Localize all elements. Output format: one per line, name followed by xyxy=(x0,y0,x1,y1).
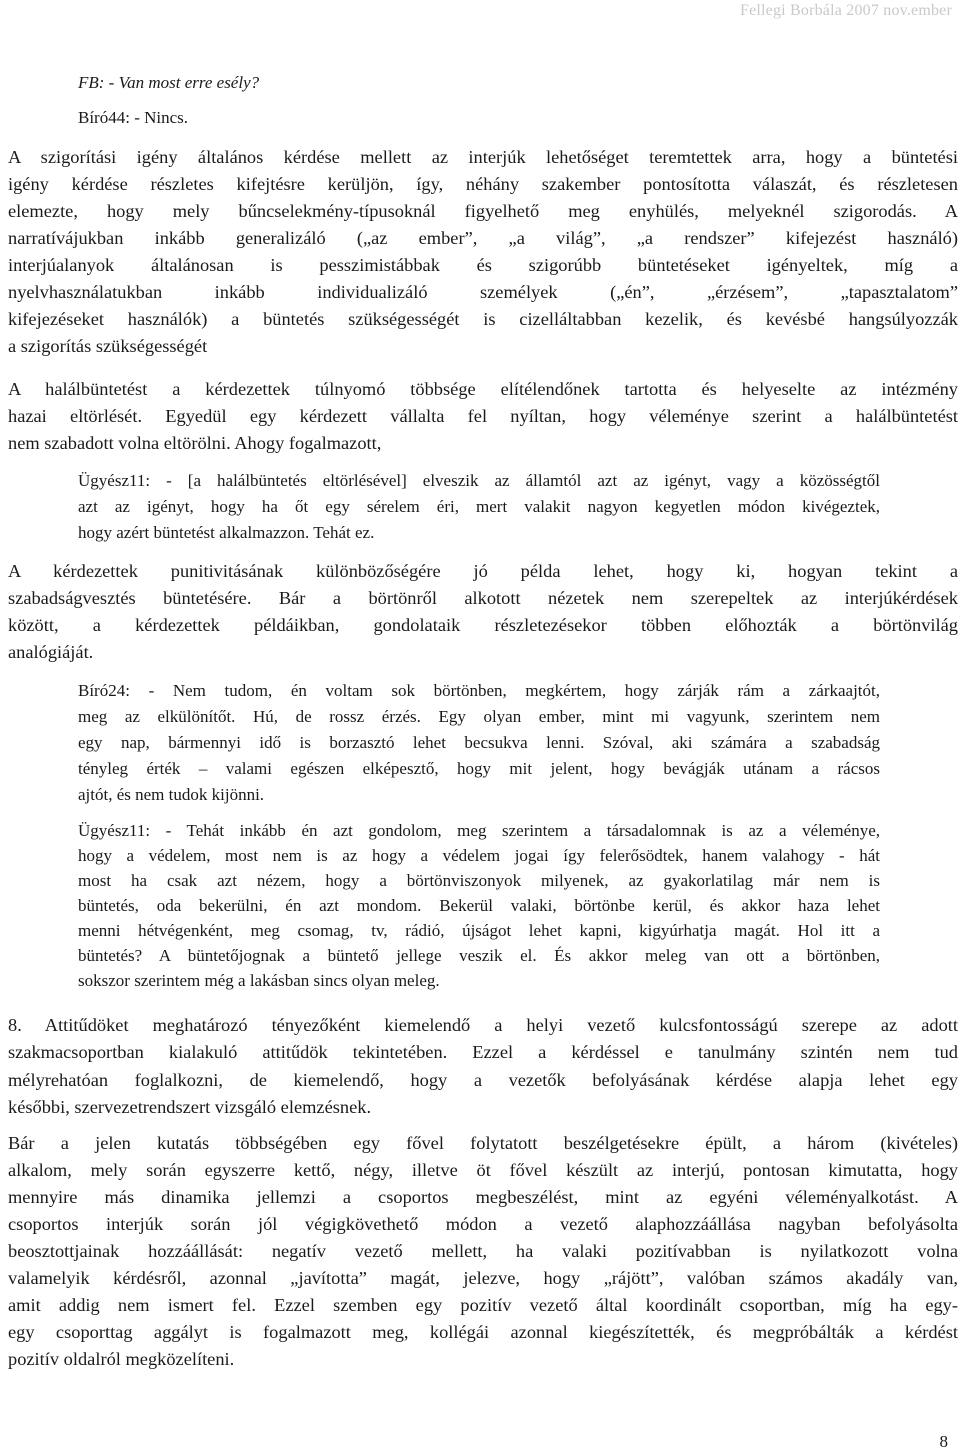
quote-line: meg az elkülönítőt. Hú, de rossz érzés. Egy olyan ember, mint mi vagyunk, szerintem nem xyxy=(78,707,880,726)
text-line: egy csoporttag aggályt is fogalmazott meg, kollégái azonnal kiegészítették, és megpróbálták a kérdést xyxy=(8,1322,958,1342)
quote-line: Ügyész11: - Tehát inkább én azt gondolom, meg szerintem a társadalomnak is az a véleménye, xyxy=(78,821,880,840)
text-line: 8. Attitűdöket meghatározó tényezőként kiemelendő a helyi vezető kulcsfontosságú szerepe az adott xyxy=(8,1015,958,1035)
quote-line: hogy azért büntetést alkalmazzon. Tehát ez. xyxy=(78,523,375,542)
quote-line: sokszor szerintem még a lakásban sincs olyan meleg. xyxy=(78,971,440,990)
quote-line: Ügyész11: - [a halálbüntetés eltörlésével] elveszik az államtól azt az igényt, vagy a közösségtől xyxy=(78,471,880,490)
text-line: nem szabadott volna eltörölni. Ahogy fogalmazott, xyxy=(8,433,382,453)
text-line: szakmacsoportban kialakuló attitűdök tekintetében. Ezzel a kérdéssel e tanulmány szintén nem tud xyxy=(8,1042,958,1062)
text-line: csoportos interjúk során jól végigkövethető módon a vezető alaphozzáállása nagyban befolyásolta xyxy=(8,1214,958,1234)
text-line: valamelyik kérdésről, azonnal „javította” magát, jelezve, hogy „rájött”, valóban számos akadály van, xyxy=(8,1268,958,1288)
text-line: nyelvhasználatukban inkább individualizáló személyek („én”, „érzésem”, „tapasztalatom” xyxy=(8,282,958,302)
running-header: Fellegi Borbála 2007 nov.ember xyxy=(739,2,952,19)
text-line: analógiáját. xyxy=(8,642,94,662)
text-line: mélyrehatóan foglalkozni, de kiemelendő, hogy a vezetők befolyásának kérdése alapja lehet egy xyxy=(8,1070,958,1090)
text-line: A halálbüntetést a kérdezettek túlnyomó többsége elítélendőnek tartotta és helyeselte az intézmény xyxy=(8,379,958,399)
text-line: mennyire más dinamika jellemzi a csoportos megbeszélést, mint az egyéni véleményalkotást. A xyxy=(8,1187,958,1207)
quote-line: tényleg érték – valami egészen elképesztő, hogy mit jelent, hogy bevágják utánam a rácsos xyxy=(78,759,880,778)
text-line: A kérdezettek punitivitásának különbözőségére jó példa lehet, hogy ki, hogyan tekint a xyxy=(8,561,958,581)
text-line: alkalom, mely során egyszerre kettő, négy, illetve öt fővel készült az interjú, pontosan kimutatta, hogy xyxy=(8,1160,958,1180)
dialog-line: Bíró44: - Nincs. xyxy=(78,108,189,127)
text-line: Bár a jelen kutatás többségében egy fővel folytatott beszélgetésekre épült, a három (kivételes) xyxy=(8,1133,958,1153)
text-line: beosztottjainak hozzáállását: negatív vezető mellett, ha valaki pozitívabban is nyilatkozott volna xyxy=(8,1241,958,1261)
text-line: pozitív oldalról megközelíteni. xyxy=(8,1349,235,1369)
quote-line: ajtót, és nem tudok kijönni. xyxy=(78,785,265,804)
text-line: között, a kérdezettek példáikban, gondolataik részletezésekor többen előhozták a börtönvilág xyxy=(8,615,958,635)
quote-line: azt az igényt, hogy ha őt egy sérelem éri, mert valakit nagyon kegyetlen módon kivégeztek, xyxy=(78,497,880,516)
text-line: kifejezéseket használók) a büntetés szükségességét is cizelláltabban kezelik, és kevésbé hangsúlyozzák xyxy=(8,309,958,329)
text-line: elemezte, hogy mely bűncselekmény-típusoknál figyelhető meg enyhülés, melyeknél szigorodás. A xyxy=(8,201,958,221)
quote-line: hogy a védelem, most nem is az hogy a védelem jogai így felerősödtek, hanem valahogy - hát xyxy=(78,846,880,865)
text-line: hazai eltörlését. Egyedül egy kérdezett vállalta fel nyíltan, hogy véleménye szerint a halálbüntetést xyxy=(8,406,958,426)
quote-line: büntetés? A büntetőjognak a büntető jellege veszik el. És akkor meleg van ott a börtönben, xyxy=(78,946,880,965)
quote-line: Bíró24: - Nem tudom, én voltam sok börtönben, megkértem, hogy zárják rám a zárkaajtót, xyxy=(78,681,880,700)
text-line: amit addig nem ismert fel. Ezzel szemben egy pozitív vezető által koordinált csoportban, míg ha egy- xyxy=(8,1295,958,1315)
text-line: szabadságvesztés büntetésére. Bár a börtönről alkotott nézetek nem szerepeltek az interjúkérdések xyxy=(8,588,958,608)
page-number: 8 xyxy=(939,1432,948,1451)
quote-line: menni hétvégenként, meg csomag, tv, rádió, újságot lehet kapni, kigyúrhatja magát. Hol itt a xyxy=(78,921,880,940)
quote-line: most ha csak azt nézem, hogy a börtönviszonyok milyenek, az gyakorlatilag már nem is xyxy=(78,871,880,890)
quote-line: egy nap, bármennyi idő is borzasztó lehet becsukva lenni. Szóval, aki számára a szabadság xyxy=(78,733,880,752)
text-line: A szigorítási igény általános kérdése mellett az interjúk lehetőséget teremtettek arra, hogy a büntetési xyxy=(8,147,958,167)
text-line: igény kérdése részletes kifejtésre kerüljön, így, néhány szakember pontosította válaszát, és részletesen xyxy=(8,174,958,194)
text-line: a szigorítás szükségességét xyxy=(8,336,208,356)
text-line: későbbi, szervezetrendszert vizsgáló elemzésnek. xyxy=(8,1097,372,1117)
dialog-line: FB: - Van most erre esély? xyxy=(78,73,260,92)
text-line: interjúalanyok általánosan is pesszimistábbak és szigorúbb büntetéseket igényeltek, míg a xyxy=(8,255,958,275)
text-line: narratívájukban inkább generalizáló („az ember”, „a világ”, „a rendszer” kifejezést használó) xyxy=(8,228,958,248)
quote-line: büntetés, oda bekerülni, én azt mondom. Bekerül valaki, börtönbe kerül, és akkor haza lehet xyxy=(78,896,880,915)
